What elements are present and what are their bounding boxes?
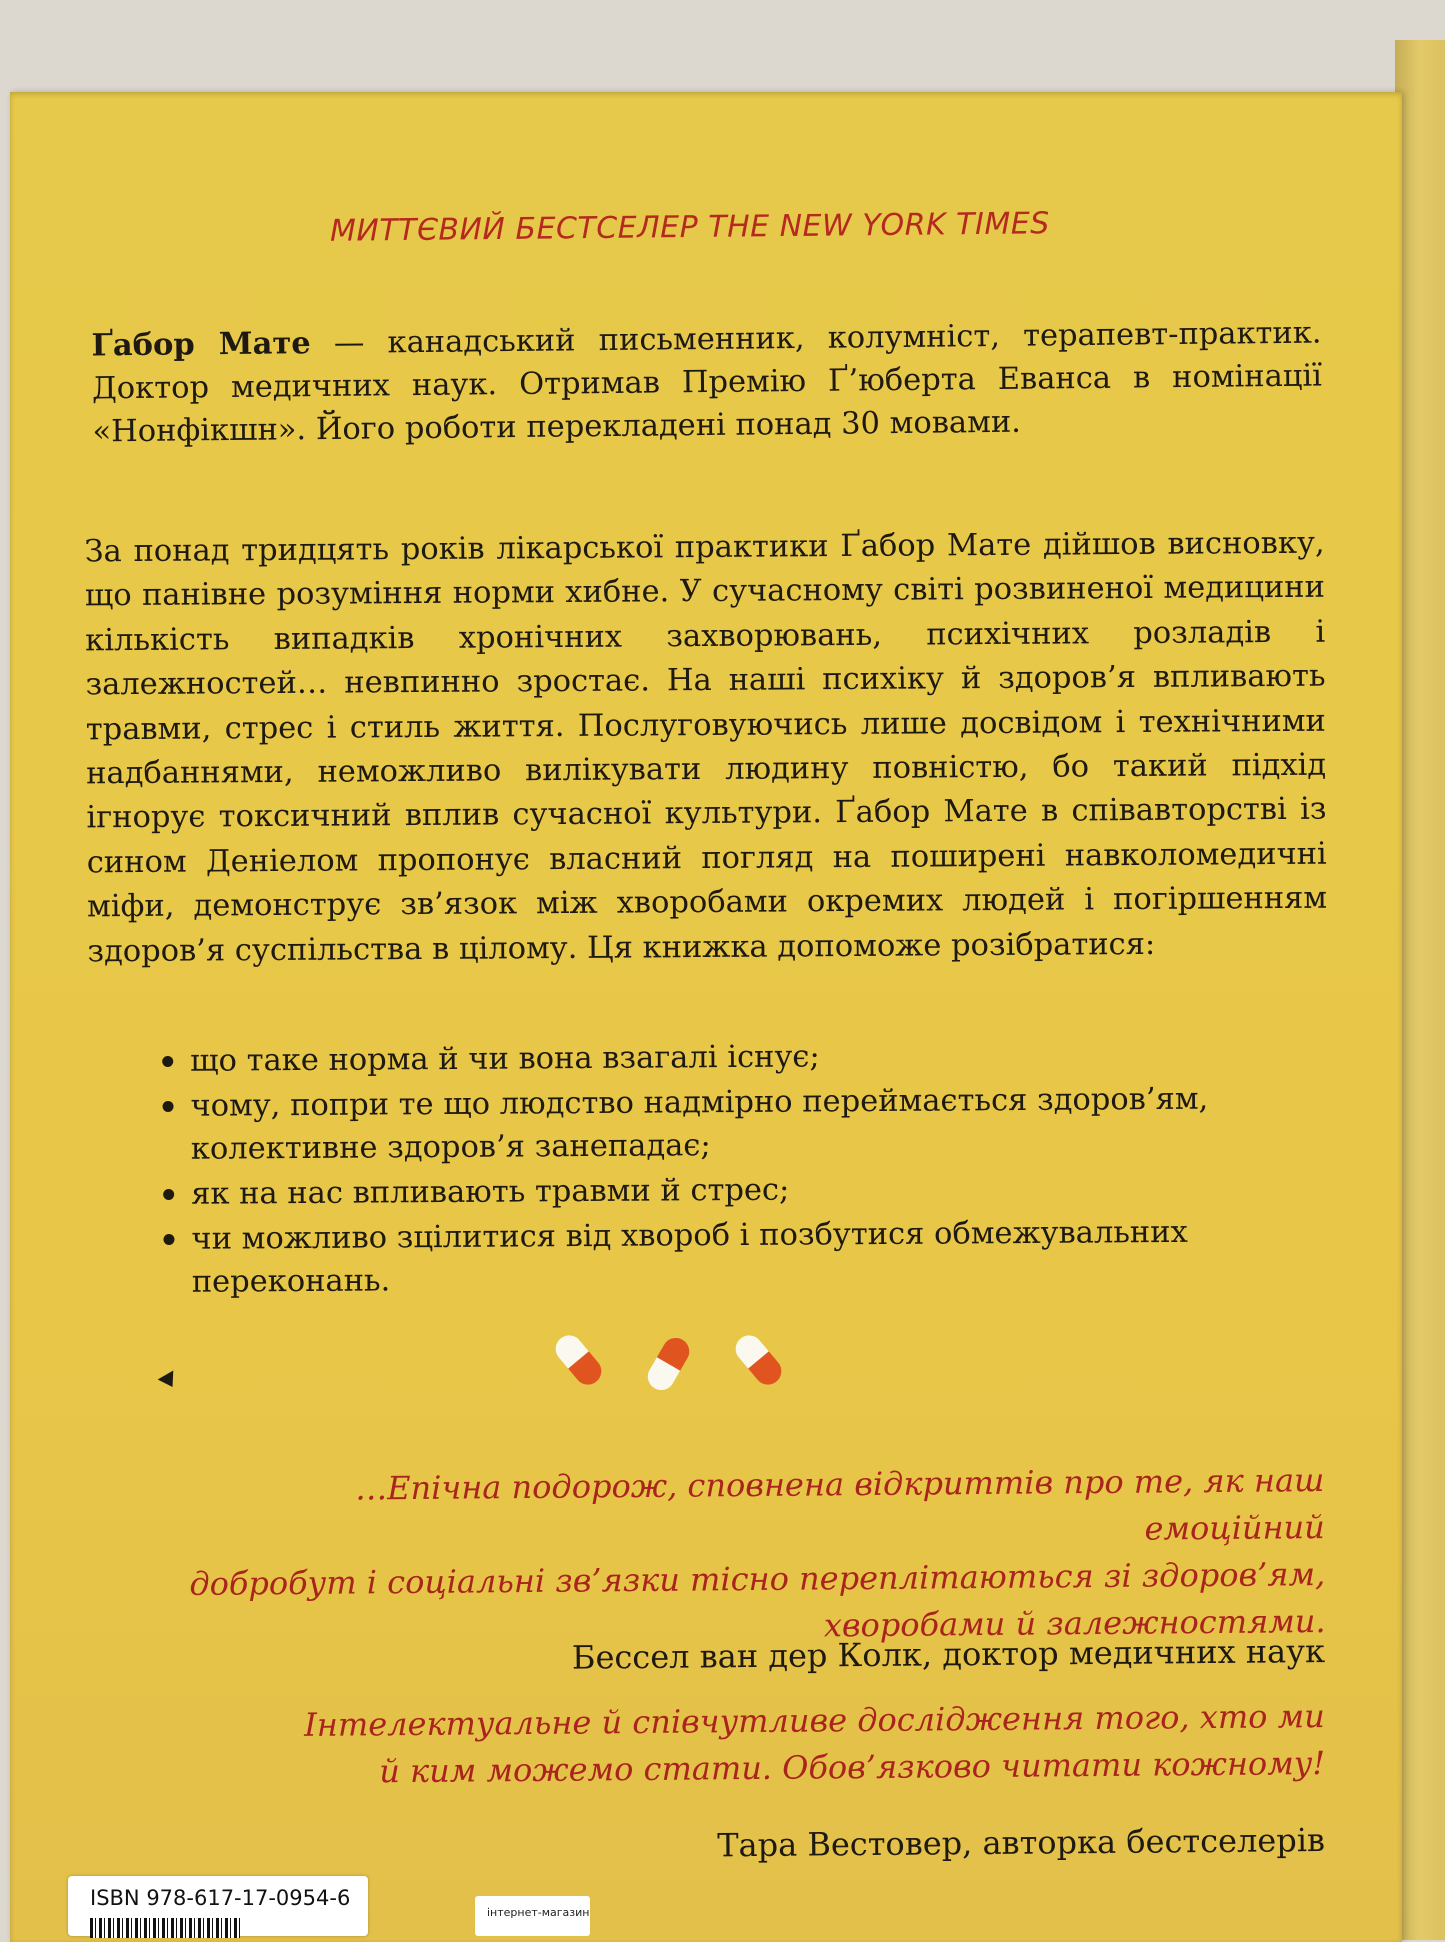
isbn-label — [68, 1876, 368, 1936]
book-description: За понад тридцять років лікарської практики Ґабор Мате дійшов висновку, що панівне розуміння норми хибне. У сучасному світі розвиненої медицини кількість випадків хронічних захворювань, психічних розладів і залежностей… невпинно зростає. На наші психіку й здоров’я впливають травми, стрес і стиль життя. Послуговуючись лише досвідом і технічними надбаннями, неможливо вилікувати людину повністю, бо такий підхід ігнорує токсичний вплив сучасної культури. Ґабор Мате в співавторстві із сином Деніелом пропонує власний погляд на поширені навколомедичні міфи, демонструє зв’язок між хворобами окремих людей і погіршенням здоров’я суспільства в цілому. Ця книжка допоможе розібратися: — [84, 525, 1328, 969]
bullet-icon — [163, 1189, 174, 1200]
pill-icon — [730, 1330, 787, 1390]
review-quote-2: Інтелектуальне й співчутливе дослідження того, хто ми й ким можемо стати. Обов’язково читати кожному! — [304, 1697, 1326, 1791]
author-bio-text: — канадський письменник, колумніст, терапевт-практик. Доктор медичних наук. Отримав Премію Ґ’юберта Еванса в номінації «Нонфікшн». Його роботи перекладені понад 30 мовами. — [91, 315, 1323, 450]
bestseller-banner: МИТТЄВИЙ БЕСТСЕЛЕР THE NEW YORK TIMES — [329, 206, 1050, 249]
pill-icon — [643, 1333, 694, 1395]
book-page-edge — [1395, 40, 1445, 1940]
author-bio — [91, 312, 1322, 454]
review-quote-1: …Епічна подорож, сповнена відкриттів про те, як наш емоційний добробут і соціальні зв’язки тісно переплітаються зі здоров’ям, хворобами й залежностями. — [189, 1461, 1326, 1645]
store-sticker: інтернет-магазин — [475, 1896, 590, 1936]
isbn-text: ISBN 978-617-17-0954-6 — [90, 1886, 351, 1910]
bullet-icon — [163, 1101, 174, 1112]
list-item: чи можливо зцілитися від хвороб і позбутися обмежувальних переконань. — [155, 1210, 1316, 1304]
barcode-icon — [90, 1918, 240, 1938]
review-attribution-2: Тара Вестовер, авторка бестселерів — [717, 1821, 1326, 1865]
list-item: як на нас впливають травми й стрес; — [155, 1165, 1315, 1216]
list-item: що таке норма й чи вона взагалі існує; — [154, 1032, 1314, 1083]
list-item: чому, попри те що людство надмірно переймається здоров’ям, колективне здоров’я занепадає; — [154, 1077, 1315, 1171]
bullet-icon — [163, 1234, 174, 1245]
review-attribution-1: Бессел ван дер Колк, доктор медичних наук — [571, 1632, 1326, 1677]
pill-icon — [550, 1330, 607, 1390]
bullet-list — [154, 1032, 1316, 1306]
author-name: Ґабор Мате — [91, 325, 311, 364]
pills-illustration — [545, 1332, 805, 1412]
bullet-icon — [162, 1056, 173, 1067]
